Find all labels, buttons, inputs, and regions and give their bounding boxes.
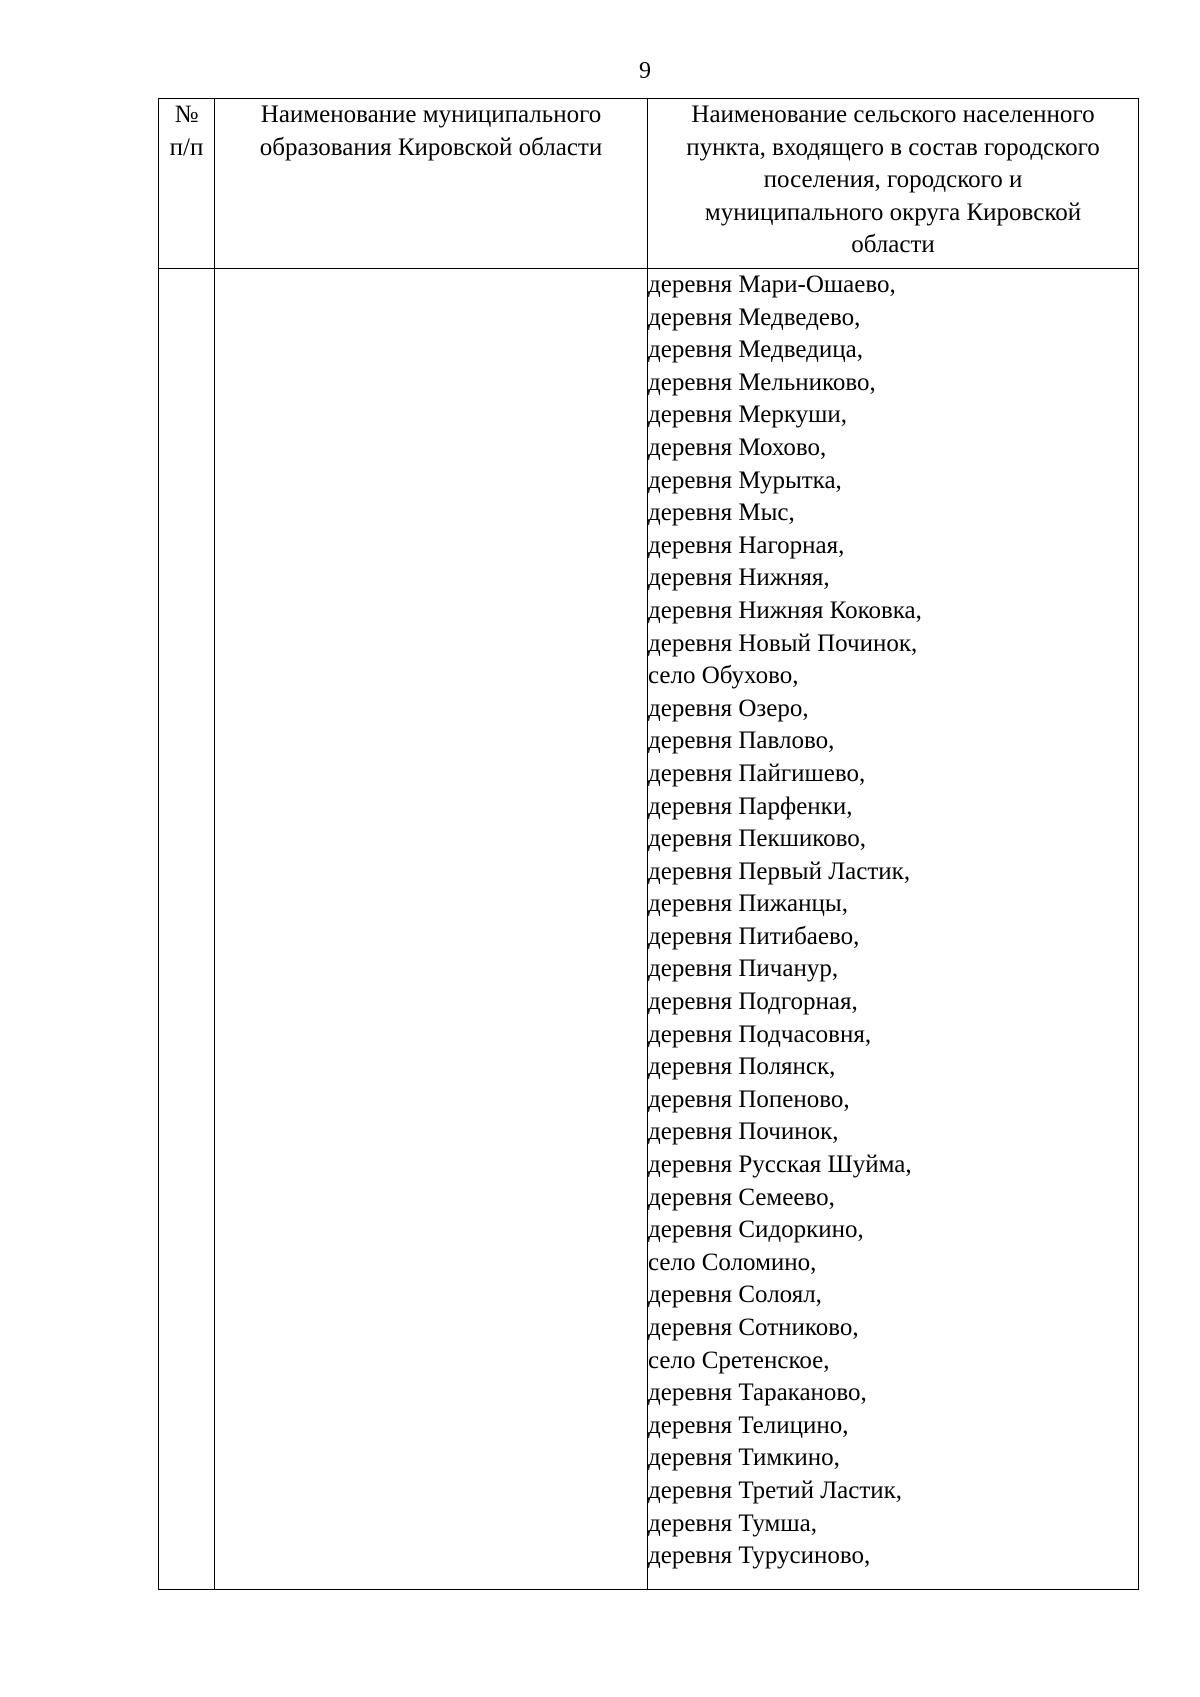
- settlement-list-item: деревня Турусиново,: [648, 1542, 871, 1570]
- settlement-list-item: деревня Починок,: [648, 1118, 839, 1146]
- header-number: [159, 99, 215, 269]
- settlement-list-item: деревня Тимкино,: [648, 1444, 840, 1472]
- settlement-list-item: деревня Полянск,: [648, 1053, 836, 1081]
- header-settlement: [648, 99, 1139, 269]
- settlement-list-item: деревня Семеево,: [648, 1183, 835, 1211]
- settlement-list-item: деревня Тараканово,: [648, 1379, 867, 1407]
- settlement-list-item: деревня Медведево,: [648, 303, 861, 331]
- settlement-list-item: деревня Нижняя Коковка,: [648, 596, 922, 624]
- row-settlements-cell: [648, 269, 1139, 1590]
- settlement-list-item: деревня Мари-Ошаево,: [648, 271, 896, 298]
- settlement-list-item: деревня Нижняя,: [648, 564, 830, 592]
- settlement-list-item: деревня Пижанцы,: [648, 890, 848, 918]
- settlement-list-item: деревня Сотниково,: [648, 1314, 859, 1341]
- settlement-list-item: село Сретенское,: [648, 1346, 830, 1374]
- settlement-list-item: деревня Третий Ластик,: [648, 1476, 903, 1504]
- header-municipality-line: образования Кировской области: [259, 133, 603, 161]
- settlement-list-item: деревня Сидоркино,: [648, 1216, 864, 1244]
- settlement-list-item: деревня Подгорная,: [648, 988, 858, 1016]
- settlement-list-item: деревня Пайгишево,: [648, 759, 866, 787]
- header-municipality: [215, 99, 648, 269]
- header-number-line: п/п: [169, 133, 204, 161]
- settlement-list-item: село Обухово,: [648, 662, 799, 690]
- settlement-list-item: деревня Нагорная,: [648, 531, 845, 559]
- settlement-list-item: деревня Парфенки,: [648, 792, 853, 820]
- settlement-list-item: деревня Питибаево,: [648, 922, 860, 950]
- settlement-list-item: деревня Солоял,: [648, 1281, 822, 1309]
- settlement-list-item: деревня Мохово,: [648, 433, 827, 461]
- table-header-row: [159, 99, 1139, 269]
- settlement-list-item: деревня Пекшиково,: [648, 825, 867, 853]
- table-row: [159, 269, 1139, 1590]
- settlement-list-item: деревня Озеро,: [648, 694, 809, 722]
- settlement-list-item: деревня Телицино,: [648, 1411, 849, 1439]
- settlement-list-item: деревня Первый Ластик,: [648, 857, 911, 885]
- settlement-list-item: деревня Павлово,: [648, 727, 835, 755]
- header-settlement-line: муниципального округа Кировской: [704, 198, 1082, 226]
- page-number: 9: [639, 58, 651, 84]
- header-municipality-line: Наименование муниципального: [260, 101, 602, 128]
- settlement-list-item: деревня Мельниково,: [648, 368, 876, 396]
- settlement-list-item: деревня Медведица,: [648, 336, 863, 364]
- settlement-list-item: деревня Мурытка,: [648, 466, 842, 494]
- settlement-list-item: деревня Подчасовня,: [648, 1020, 872, 1048]
- settlement-list-item: деревня Русская Шуйма,: [648, 1151, 912, 1179]
- settlement-list-item: село Соломино,: [648, 1248, 817, 1276]
- header-settlement-line: Наименование сельского населенного: [691, 101, 1095, 128]
- settlement-list-item: деревня Новый Починок,: [648, 629, 918, 657]
- settlements-table: [158, 98, 1139, 1590]
- settlement-list-item: деревня Меркуши,: [648, 401, 848, 429]
- settlement-list-item: деревня Попеново,: [648, 1085, 850, 1113]
- row-municipality-cell: [215, 269, 648, 1590]
- header-number-line: №: [174, 101, 199, 128]
- header-settlement-line: области: [851, 231, 935, 259]
- settlement-list-item: деревня Мыс,: [648, 499, 795, 527]
- settlement-list-item: деревня Пичанур,: [648, 955, 839, 983]
- header-settlement-line: поселения, городского и: [763, 166, 1023, 194]
- header-settlement-line: пункта, входящего в состав городского: [686, 133, 1100, 161]
- settlement-list-item: деревня Тумша,: [648, 1509, 817, 1537]
- row-number-cell: [159, 269, 215, 1590]
